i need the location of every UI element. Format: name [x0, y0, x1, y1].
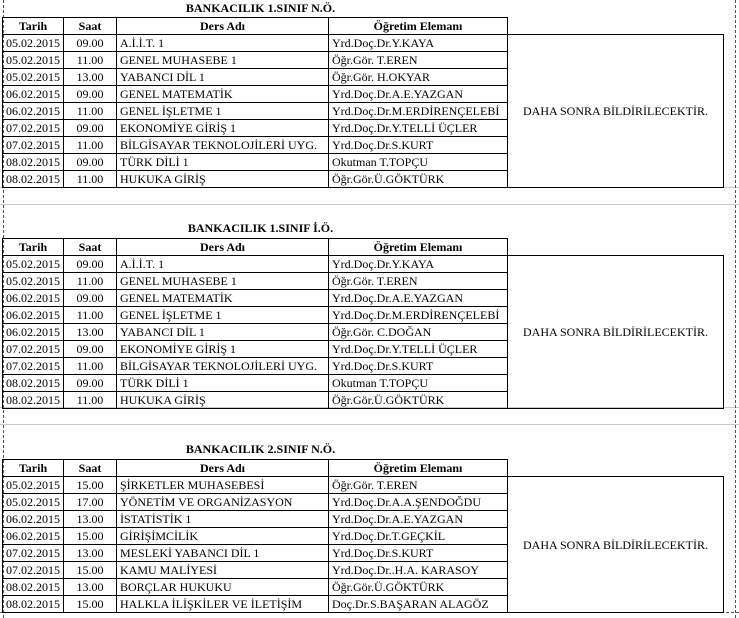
- date-cell[interactable]: 06.02.2015: [3, 324, 64, 341]
- time-cell[interactable]: 13.00: [64, 579, 117, 596]
- empty-cell[interactable]: [508, 18, 724, 35]
- instructor-cell[interactable]: Yrd.Doç.Dr.Y.KAYA: [329, 256, 508, 273]
- time-cell[interactable]: 17.00: [64, 494, 117, 511]
- date-cell[interactable]: 07.02.2015: [3, 545, 64, 562]
- date-cell[interactable]: 05.02.2015: [3, 35, 64, 52]
- instructor-cell[interactable]: Yrd.Doç.Dr.T.GEÇKİL: [329, 528, 508, 545]
- course-cell[interactable]: YÖNETİM VE ORGANİZASYON: [117, 494, 329, 511]
- instructor-cell[interactable]: Yrd.Doç.Dr.Y.TELLİ ÜÇLER: [329, 341, 508, 358]
- table-row: [3, 256, 724, 273]
- course-cell[interactable]: TÜRK DİLİ 1: [117, 375, 329, 392]
- date-cell[interactable]: 06.02.2015: [3, 290, 64, 307]
- column-header[interactable]: Öğretim Elemanı: [329, 460, 508, 477]
- column-header[interactable]: Saat: [64, 460, 117, 477]
- note-cell[interactable]: DAHA SONRA BİLDİRİLECEKTİR.: [508, 35, 724, 188]
- empty-cell[interactable]: [508, 239, 724, 256]
- instructor-cell[interactable]: Öğr.Gör.Ü.GÖKTÜRK: [329, 392, 508, 409]
- column-header[interactable]: Saat: [64, 18, 117, 35]
- empty-cell[interactable]: [508, 460, 724, 477]
- column-header[interactable]: Tarih: [3, 239, 64, 256]
- instructor-cell[interactable]: Öğr.Gör. T.EREN: [329, 477, 508, 494]
- section-title-text: BANKACILIK 2.SINIF N.Ö.: [185, 442, 336, 456]
- date-cell[interactable]: 08.02.2015: [3, 171, 64, 188]
- course-cell[interactable]: İSTATİSTİK 1: [117, 511, 329, 528]
- time-cell[interactable]: 13.00: [64, 545, 117, 562]
- section-title-text: BANKACILIK 1.SINIF İ.Ö.: [187, 221, 334, 235]
- date-cell[interactable]: 06.02.2015: [3, 528, 64, 545]
- date-cell[interactable]: 05.02.2015: [3, 256, 64, 273]
- time-cell[interactable]: 11.00: [64, 137, 117, 154]
- course-cell[interactable]: BİLGİSAYAR TEKNOLOJİLERİ UYG.: [117, 358, 329, 375]
- instructor-cell[interactable]: Okutman T.TOPÇU: [329, 375, 508, 392]
- instructor-cell[interactable]: Yrd.Doç.Dr.S.KURT: [329, 358, 508, 375]
- column-header[interactable]: Ders Adı: [117, 18, 329, 35]
- time-cell[interactable]: 11.00: [64, 52, 117, 69]
- date-cell[interactable]: 07.02.2015: [3, 341, 64, 358]
- date-cell[interactable]: 08.02.2015: [3, 154, 64, 171]
- course-cell[interactable]: GENEL İŞLETME 1: [117, 103, 329, 120]
- instructor-cell[interactable]: Öğr.Gör.Ü.GÖKTÜRK: [329, 171, 508, 188]
- instructor-cell[interactable]: Yrd.Doç.Dr.Y.TELLİ ÜÇLER: [329, 120, 508, 137]
- date-cell[interactable]: 05.02.2015: [3, 273, 64, 290]
- column-header[interactable]: Ders Adı: [117, 239, 329, 256]
- course-cell[interactable]: GENEL İŞLETME 1: [117, 307, 329, 324]
- course-cell[interactable]: BİLGİSAYAR TEKNOLOJİLERİ UYG.: [117, 137, 329, 154]
- course-cell[interactable]: TÜRK DİLİ 1: [117, 154, 329, 171]
- course-cell[interactable]: GİRİŞİMCİLİK: [117, 528, 329, 545]
- course-cell[interactable]: BORÇLAR HUKUKU: [117, 579, 329, 596]
- note-cell[interactable]: DAHA SONRA BİLDİRİLECEKTİR.: [508, 256, 724, 409]
- note-cell[interactable]: DAHA SONRA BİLDİRİLECEKTİR.: [508, 477, 724, 613]
- course-cell[interactable]: A.İ.İ.T. 1: [117, 35, 329, 52]
- column-header[interactable]: Saat: [64, 239, 117, 256]
- page-break-line: [735, 0, 736, 618]
- time-cell[interactable]: 11.00: [64, 307, 117, 324]
- time-cell[interactable]: 15.00: [64, 528, 117, 545]
- time-cell[interactable]: 09.00: [64, 375, 117, 392]
- course-cell[interactable]: ŞİRKETLER MUHASEBESİ: [117, 477, 329, 494]
- time-cell[interactable]: 09.00: [64, 86, 117, 103]
- instructor-cell[interactable]: Yrd.Doç.Dr.A.E.YAZGAN: [329, 86, 508, 103]
- date-cell[interactable]: 05.02.2015: [3, 494, 64, 511]
- course-cell[interactable]: EKONOMİYE GİRİŞ 1: [117, 341, 329, 358]
- section-title: [2, 220, 519, 236]
- time-cell[interactable]: 09.00: [64, 341, 117, 358]
- date-cell[interactable]: 05.02.2015: [3, 477, 64, 494]
- grid-line: [0, 424, 739, 425]
- instructor-cell[interactable]: Öğr.Gör. C.DOĞAN: [329, 324, 508, 341]
- column-header[interactable]: Öğretim Elemanı: [329, 239, 508, 256]
- instructor-cell[interactable]: Yrd.Doç.Dr.A.E.YAZGAN: [329, 290, 508, 307]
- exam-table: [2, 459, 724, 613]
- course-cell[interactable]: KAMU MALİYESİ: [117, 562, 329, 579]
- time-cell[interactable]: 11.00: [64, 273, 117, 290]
- date-cell[interactable]: 08.02.2015: [3, 596, 64, 613]
- instructor-cell[interactable]: Yrd.Doç.Dr.A.A.ŞENDOĞDU: [329, 494, 508, 511]
- time-cell[interactable]: 15.00: [64, 562, 117, 579]
- instructor-cell[interactable]: Doç.Dr.S.BAŞARAN ALAGÖZ: [329, 596, 508, 613]
- time-cell[interactable]: 15.00: [64, 477, 117, 494]
- instructor-cell[interactable]: Öğr.Gör.Ü.GÖKTÜRK: [329, 579, 508, 596]
- course-cell[interactable]: HUKUKA GİRİŞ: [117, 171, 329, 188]
- exam-table: [2, 238, 724, 409]
- time-cell[interactable]: 09.00: [64, 120, 117, 137]
- course-cell[interactable]: HUKUKA GİRİŞ: [117, 392, 329, 409]
- date-cell[interactable]: 07.02.2015: [3, 137, 64, 154]
- time-cell[interactable]: 09.00: [64, 290, 117, 307]
- time-cell[interactable]: 11.00: [64, 392, 117, 409]
- instructor-cell[interactable]: Yrd.Doç.Dr.S.KURT: [329, 137, 508, 154]
- time-cell[interactable]: 09.00: [64, 256, 117, 273]
- date-cell[interactable]: 08.02.2015: [3, 579, 64, 596]
- time-cell[interactable]: 13.00: [64, 324, 117, 341]
- course-cell[interactable]: A.İ.İ.T. 1: [117, 256, 329, 273]
- date-cell[interactable]: 07.02.2015: [3, 120, 64, 137]
- table-row: [3, 477, 724, 494]
- section-title: [2, 441, 519, 457]
- instructor-cell[interactable]: Yrd.Doç.Dr.Y.KAYA: [329, 35, 508, 52]
- table-header-row: [3, 460, 724, 477]
- instructor-cell[interactable]: Yrd.Doç.Dr..H.A. KARASOY: [329, 562, 508, 579]
- date-cell[interactable]: 07.02.2015: [3, 562, 64, 579]
- column-header[interactable]: Tarih: [3, 460, 64, 477]
- date-cell[interactable]: 05.02.2015: [3, 69, 64, 86]
- section-title: [2, 0, 519, 16]
- course-cell[interactable]: YABANCI DİL 1: [117, 324, 329, 341]
- course-cell[interactable]: GENEL MATEMATİK: [117, 86, 329, 103]
- time-cell[interactable]: 11.00: [64, 358, 117, 375]
- time-cell[interactable]: 11.00: [64, 103, 117, 120]
- time-cell[interactable]: 15.00: [64, 596, 117, 613]
- time-cell[interactable]: 13.00: [64, 69, 117, 86]
- course-cell[interactable]: GENEL MUHASEBE 1: [117, 52, 329, 69]
- exam-table: [2, 17, 724, 188]
- instructor-cell[interactable]: Yrd.Doç.Dr.M.ERDİRENÇELEBİ: [329, 307, 508, 324]
- date-cell[interactable]: 08.02.2015: [3, 392, 64, 409]
- date-cell[interactable]: 06.02.2015: [3, 511, 64, 528]
- instructor-cell[interactable]: Okutman T.TOPÇU: [329, 154, 508, 171]
- date-cell[interactable]: 06.02.2015: [3, 103, 64, 120]
- course-cell[interactable]: MESLEKİ YABANCI DİL 1: [117, 545, 329, 562]
- column-header[interactable]: Öğretim Elemanı: [329, 18, 508, 35]
- table-header-row: [3, 239, 724, 256]
- section-title-text: BANKACILIK 1.SINIF N.Ö.: [185, 1, 336, 15]
- date-cell[interactable]: 06.02.2015: [3, 307, 64, 324]
- date-cell[interactable]: 07.02.2015: [3, 358, 64, 375]
- course-cell[interactable]: YABANCI DİL 1: [117, 69, 329, 86]
- course-cell[interactable]: HALKLA İLİŞKİLER VE İLETİŞİM: [117, 596, 329, 613]
- instructor-cell[interactable]: Yrd.Doç.Dr.A.E.YAZGAN: [329, 511, 508, 528]
- time-cell[interactable]: 13.00: [64, 511, 117, 528]
- grid-line: [0, 204, 739, 205]
- course-cell[interactable]: GENEL MUHASEBE 1: [117, 273, 329, 290]
- column-header[interactable]: Ders Adı: [117, 460, 329, 477]
- date-cell[interactable]: 06.02.2015: [3, 86, 64, 103]
- date-cell[interactable]: 08.02.2015: [3, 375, 64, 392]
- time-cell[interactable]: 09.00: [64, 154, 117, 171]
- instructor-cell[interactable]: Öğr.Gör. H.OKYAR: [329, 69, 508, 86]
- date-cell[interactable]: 05.02.2015: [3, 52, 64, 69]
- table-header-row: [3, 18, 724, 35]
- course-cell[interactable]: GENEL MATEMATİK: [117, 290, 329, 307]
- time-cell[interactable]: 09.00: [64, 35, 117, 52]
- table-row: [3, 35, 724, 52]
- time-cell[interactable]: 11.00: [64, 171, 117, 188]
- instructor-cell[interactable]: Öğr.Gör. T.EREN: [329, 273, 508, 290]
- column-header[interactable]: Tarih: [3, 18, 64, 35]
- instructor-cell[interactable]: Yrd.Doç.Dr.S.KURT: [329, 545, 508, 562]
- course-cell[interactable]: EKONOMİYE GİRİŞ 1: [117, 120, 329, 137]
- instructor-cell[interactable]: Öğr.Gör. T.EREN: [329, 52, 508, 69]
- instructor-cell[interactable]: Yrd.Doç.Dr.M.ERDİRENÇELEBİ: [329, 103, 508, 120]
